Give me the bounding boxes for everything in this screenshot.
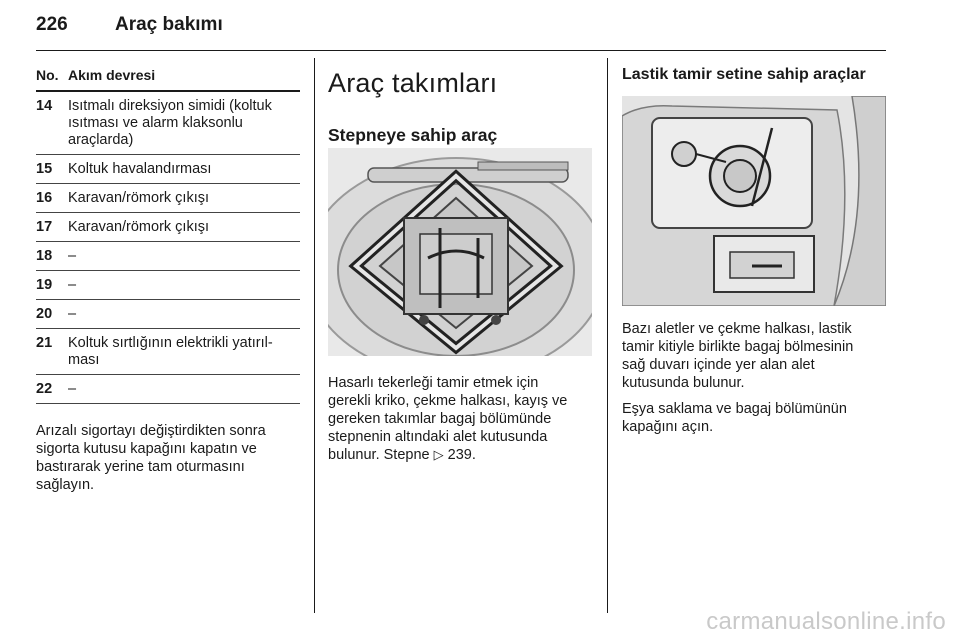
repair-kit-heading: Lastik tamir setine sahip araçlar xyxy=(622,66,866,83)
repair-text-line: Bazı aletler ve çekme halkası, lastik xyxy=(622,321,852,337)
spare-wheel-jack-illustration xyxy=(328,148,592,356)
fuse-number: 18 xyxy=(36,248,53,264)
fuse-circuit xyxy=(68,98,300,149)
fuse-table-column xyxy=(36,62,300,494)
fuse-table-row xyxy=(36,184,300,213)
fuse-table-row xyxy=(36,242,300,271)
column-header-circuit: Akım devresi xyxy=(68,67,156,83)
fuse-number: 22 xyxy=(36,381,53,397)
fuse-circuit-line: ması xyxy=(68,352,100,368)
repair-text-line: kapağını açın. xyxy=(622,419,714,435)
fuse-circuit-line: – xyxy=(68,381,77,397)
page-header xyxy=(36,14,886,51)
page-number: 226 xyxy=(36,14,68,35)
fuse-table-row xyxy=(36,271,300,300)
fuse-circuit xyxy=(68,190,300,207)
fuse-table-row xyxy=(36,92,300,155)
repair-text-line: kutusunda bulunur. xyxy=(622,375,745,391)
fuse-circuit-line: Koltuk sırtlığının elektrikli yatırıl- xyxy=(68,335,273,351)
fuse-number: 20 xyxy=(36,306,53,322)
tool-box-illustration xyxy=(622,96,886,306)
fuse-circuit xyxy=(68,306,300,323)
fuse-circuit xyxy=(68,161,300,178)
spare-text-line: gerekli kriko, çekme halkası, kayış ve xyxy=(328,393,568,409)
fuse-circuit-line: – xyxy=(68,277,77,293)
fuse-table-header xyxy=(36,62,300,92)
fuse-number: 15 xyxy=(36,161,53,177)
column-divider xyxy=(607,58,608,613)
fuse-number: 16 xyxy=(36,190,53,206)
fuse-table-row xyxy=(36,375,300,404)
repair-text-line: sağ duvarı içinde yer alan alet xyxy=(622,357,815,373)
fuse-circuit-line: ısıtması ve alarm klaksonlu xyxy=(68,115,243,131)
page-reference-link[interactable]: 239. xyxy=(447,447,476,463)
reference-arrow-icon: ▷ xyxy=(433,447,444,462)
fuse-number: 14 xyxy=(36,98,53,114)
fuse-circuit xyxy=(68,381,300,398)
fuse-table-row xyxy=(36,300,300,329)
fuse-number: 17 xyxy=(36,219,53,235)
spare-text-line: gereken takımlar bagaj bölümünde xyxy=(328,411,552,427)
fuse-circuit-line: araçlarda) xyxy=(68,132,134,148)
fuse-note-line: sigorta kutusu kapağını kapatın ve xyxy=(36,441,257,457)
repair-kit-text xyxy=(622,320,886,392)
watermark: carmanualsonline.info xyxy=(706,608,946,635)
column-header-no: No. xyxy=(36,67,59,83)
chapter-title: Araç bakımı xyxy=(115,14,223,35)
repair-text-line: Eşya saklama ve bagaj bölümünün xyxy=(622,401,847,417)
spare-text-line: stepnenin altındaki alet kutusunda xyxy=(328,429,548,445)
fuse-circuit-line: Karavan/römork çıkışı xyxy=(68,219,210,235)
fuse-note-line: Arızalı sigortayı değiştirdikten sonra xyxy=(36,423,266,439)
fuse-circuit xyxy=(68,335,300,369)
repair-kit-text-2 xyxy=(622,400,886,436)
fuse-table-row xyxy=(36,213,300,242)
fuse-circuit-line: Karavan/römork çıkışı xyxy=(68,190,210,206)
repair-text-line: tamir kitiyle birlikte bagaj bölmesinin xyxy=(622,339,854,355)
fuse-table-row xyxy=(36,155,300,184)
fuse-circuit-line: Isıtmalı direksiyon simidi (koltuk xyxy=(68,98,272,114)
fuse-number: 19 xyxy=(36,277,53,293)
tools-column xyxy=(328,62,594,146)
spare-text-line: Hasarlı tekerleği tamir etmek için xyxy=(328,375,539,391)
fuse-circuit-line: – xyxy=(68,248,77,264)
spare-text-last: bulunur. Stepne xyxy=(328,447,430,463)
fuse-table-body xyxy=(36,92,300,404)
fuse-circuit xyxy=(68,248,300,265)
fuse-table-row xyxy=(36,329,300,375)
fuse-circuit xyxy=(68,219,300,236)
fuse-note xyxy=(36,422,300,494)
fuse-number: 21 xyxy=(36,335,53,351)
repair-kit-column xyxy=(622,62,886,84)
fuse-circuit-line: – xyxy=(68,306,77,322)
fuse-circuit-line: Koltuk havalandırması xyxy=(68,161,212,177)
fuse-circuit xyxy=(68,277,300,294)
spare-wheel-text xyxy=(328,374,594,464)
section-heading: Araç takımları xyxy=(328,68,498,98)
fuse-note-line: sağlayın. xyxy=(36,477,95,493)
column-divider xyxy=(314,58,315,613)
fuse-note-line: bastırarak yerine tam oturmasını xyxy=(36,459,245,475)
spare-wheel-heading: Stepneye sahip araç xyxy=(328,125,498,145)
spare-text-line xyxy=(328,446,594,464)
